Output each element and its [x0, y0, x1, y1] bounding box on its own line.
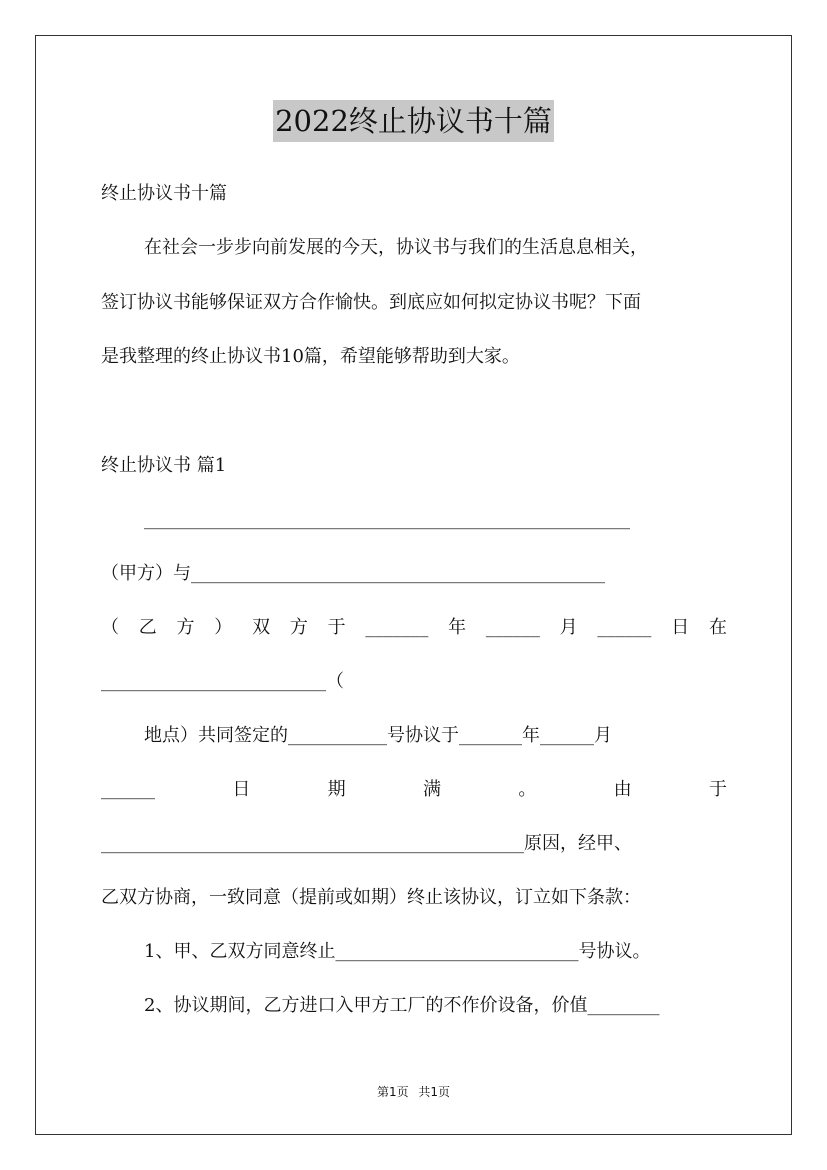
blank-field: ______ — [101, 779, 155, 800]
document-title: 2022终止协议书十篇 — [273, 100, 554, 142]
title-container — [0, 100, 827, 142]
body-line-7: _______________________________________________原因，经甲、 — [101, 833, 632, 854]
body-line-10: 2、协议期间，乙方进口入甲方工厂的不作价设备，价值________ — [144, 995, 660, 1016]
body-line-8: 乙双方协商，一致同意（提前或如期）终止该协议，订立如下条款： — [101, 887, 641, 908]
text-fragment: 由 — [613, 779, 632, 800]
text-fragment: 满 — [422, 779, 441, 800]
text-fragment: 。 — [518, 779, 537, 800]
text-fragment: 乙 — [138, 617, 157, 638]
text-fragment: ） — [214, 617, 233, 638]
text-fragment: 日 — [671, 617, 690, 638]
blank-field: _______ — [365, 617, 429, 638]
section-heading: 终止协议书 篇1 — [101, 455, 227, 476]
intro-line-1: 在社会一步步向前发展的今天，协议书与我们的生活息息相关， — [144, 237, 648, 258]
body-line-9: 1、甲、乙双方同意终止___________________________号协议。 — [144, 941, 651, 962]
text-fragment: 期 — [327, 779, 346, 800]
page-total: 共1页 — [418, 1085, 451, 1099]
body-line-4: _________________________（ — [101, 671, 344, 692]
body-line-6 — [101, 777, 727, 803]
page-footer — [0, 1083, 827, 1100]
text-fragment: 月 — [559, 617, 578, 638]
document-subtitle: 终止协议书十篇 — [101, 183, 227, 204]
blank-field: ______ — [597, 617, 652, 638]
intro-line-2: 签订协议书能够保证双方合作愉快。到底应如何拟定协议书呢？下面 — [101, 292, 641, 313]
text-fragment: 于 — [327, 617, 346, 638]
blank-field: ______ — [485, 617, 540, 638]
body-line-3 — [101, 615, 727, 641]
body-line-2: （甲方）与______________________________________________ — [101, 563, 605, 584]
page-number: 第1页 — [376, 1085, 409, 1099]
text-fragment: 方 — [176, 617, 195, 638]
text-fragment: 双 — [252, 617, 271, 638]
text-fragment: 于 — [708, 779, 727, 800]
text-fragment: 在 — [708, 617, 727, 638]
text-fragment: 日 — [232, 779, 251, 800]
text-fragment: 年 — [448, 617, 467, 638]
intro-line-3: 是我整理的终止协议书10篇，希望能够帮助到大家。 — [101, 346, 520, 367]
body-line-5: 地点）共同签定的___________号协议于_______年______月 — [144, 725, 612, 746]
text-fragment: （ — [101, 617, 119, 638]
text-fragment: 方 — [289, 617, 308, 638]
body-line-1: ______________________________________________________ — [144, 509, 630, 530]
